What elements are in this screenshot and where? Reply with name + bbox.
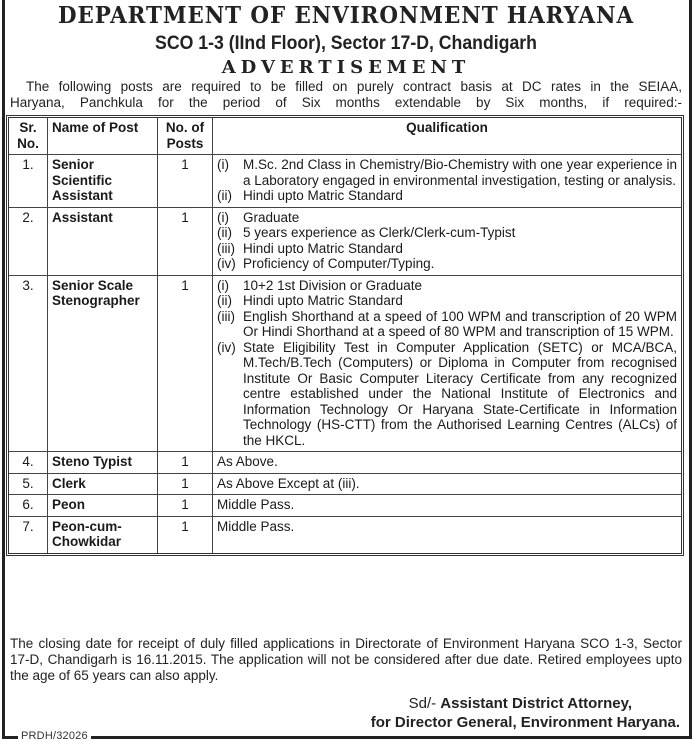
qualification-text: Graduate <box>243 209 300 225</box>
qualification-number: (ii) <box>217 188 232 203</box>
cell-post-name: Senior Scale Stenographer <box>48 275 158 452</box>
intro-line-2: Haryana, Panchkula for the period of Six months extendable by Six months, if required:- <box>10 95 682 110</box>
cell-post-name: Peon <box>48 495 158 517</box>
cell-sr-no: 6. <box>9 495 48 517</box>
cell-sr-no: 2. <box>9 207 48 275</box>
signature-block <box>371 694 680 732</box>
cell-no-of-posts: 1 <box>158 207 213 275</box>
cell-sr-no: 4. <box>9 452 48 474</box>
qualification-text: State Eligibility Test in Computer Application (SETC) or MCA/BCA, M.Tech/B.Tech (Computers) or Diploma in Computer from recognised Institute Or Basic Computer Literacy Certificate from any recognized centre established under the National Institute of Electronics and Information Technology Or Haryana State-Certificate in Information Technology (HS-CTT) from the Authorised Learning Centres (ALCs) of the HKCL. <box>243 339 677 448</box>
qualification-item <box>217 157 677 188</box>
qualification-number: (i) <box>217 157 229 172</box>
cell-qualification <box>213 275 682 452</box>
signature-line-2: for Director General, Environment Haryana. <box>370 714 680 731</box>
qualification-number: (i) <box>217 209 229 225</box>
table-row <box>9 495 681 517</box>
qualification-text: Hindi upto Matric Standard <box>243 188 403 203</box>
qualification-item <box>217 340 677 449</box>
header-sr-no: Sr. No. <box>9 118 48 155</box>
qualification-number: (iv) <box>217 256 236 271</box>
intro-line-1: The following posts are required to be filled on purely contract basis at DC rates in the SEIAA, <box>26 79 682 94</box>
cell-qualification: Middle Pass. <box>213 516 682 553</box>
table-row <box>9 452 681 474</box>
cell-post-name: Clerk <box>48 473 158 495</box>
qualification-item <box>217 309 677 340</box>
signature-prefix: Sd/- <box>408 695 441 712</box>
qualification-text: Hindi upto Matric Standard <box>243 240 403 256</box>
qualification-number: (iii) <box>217 240 235 256</box>
qualification-item <box>217 188 677 204</box>
signatory-title: Assistant District Attorney, <box>440 695 632 712</box>
cell-no-of-posts: 1 <box>158 473 213 495</box>
cell-no-of-posts: 1 <box>158 452 213 474</box>
cell-no-of-posts: 1 <box>158 155 213 208</box>
cell-qualification: Middle Pass. <box>213 495 682 517</box>
cell-sr-no: 3. <box>9 275 48 452</box>
table-row <box>9 516 681 553</box>
cell-sr-no: 5. <box>9 473 48 495</box>
department-address: SCO 1-3 (IInd Floor), Sector 17-D, Chandigarh <box>155 33 537 54</box>
cell-post-name: Senior Scientific Assistant <box>48 155 158 208</box>
release-code: PRDH/32026 <box>18 730 91 742</box>
table-row <box>9 207 681 275</box>
qualification-item <box>217 241 677 257</box>
department-title: DEPARTMENT OF ENVIRONMENT HARYANA <box>57 2 635 29</box>
cell-sr-no: 7. <box>9 516 48 553</box>
qualification-number: (iii) <box>217 308 235 324</box>
table-header-row <box>9 118 681 155</box>
cell-qualification <box>213 155 682 208</box>
table-body <box>9 155 681 553</box>
qualification-item <box>217 293 677 309</box>
intro-paragraph <box>10 79 682 111</box>
qualification-text: M.Sc. 2nd Class in Chemistry/Bio-Chemistry with one year experience in a Laboratory engaged in environmental investigation, testing or analysis. <box>243 157 677 188</box>
cell-no-of-posts: 1 <box>158 275 213 452</box>
cell-post-name: Assistant <box>48 207 158 275</box>
cell-qualification <box>213 207 682 275</box>
table-row <box>9 155 681 208</box>
qualification-text: Proficiency of Computer/Typing. <box>243 256 435 271</box>
qualification-text: Hindi upto Matric Standard <box>243 293 403 308</box>
header-name-of-post: Name of Post <box>48 118 158 155</box>
cell-no-of-posts: 1 <box>158 495 213 517</box>
cell-post-name: Peon-cum-Chowkidar <box>48 516 158 553</box>
table-row <box>9 473 681 495</box>
header-qualification: Qualification <box>213 118 682 155</box>
cell-sr-no: 1. <box>9 155 48 208</box>
advertisement-heading: ADVERTISEMENT <box>221 57 471 78</box>
cell-qualification: As Above. <box>213 452 682 474</box>
cell-qualification: As Above Except at (iii). <box>213 473 682 495</box>
qualification-number: (ii) <box>217 293 232 308</box>
table-row <box>9 275 681 452</box>
qualification-item <box>217 225 677 241</box>
qualification-number: (i) <box>217 277 229 293</box>
signature-line-1 <box>371 694 680 713</box>
qualification-item <box>217 256 677 272</box>
qualification-text: 10+2 1st Division or Graduate <box>243 277 422 293</box>
cell-no-of-posts: 1 <box>158 516 213 553</box>
cell-post-name: Steno Typist <box>48 452 158 474</box>
qualification-item <box>217 210 677 226</box>
qualification-item <box>217 278 677 294</box>
qualification-number: (ii) <box>217 225 232 240</box>
posts-table <box>6 115 684 556</box>
qualification-text: 5 years experience as Clerk/Clerk-cum-Typist <box>243 225 516 240</box>
closing-paragraph: The closing date for receipt of duly filled applications in Directorate of Environment Haryana SCO 1-3, Sector 17-D, Chandigarh is 16.11.2015. The application will not be considered after due date. Retired employees upto the age of 65 years can also apply. <box>10 636 682 683</box>
qualification-number: (iv) <box>217 339 236 355</box>
qualification-text: English Shorthand at a speed of 100 WPM and transcription of 20 WPM Or Hindi Shorthand at a speed of 80 WPM and transcription of 15 WPM. <box>243 308 677 339</box>
header-no-of-posts: No. of Posts <box>158 118 213 155</box>
